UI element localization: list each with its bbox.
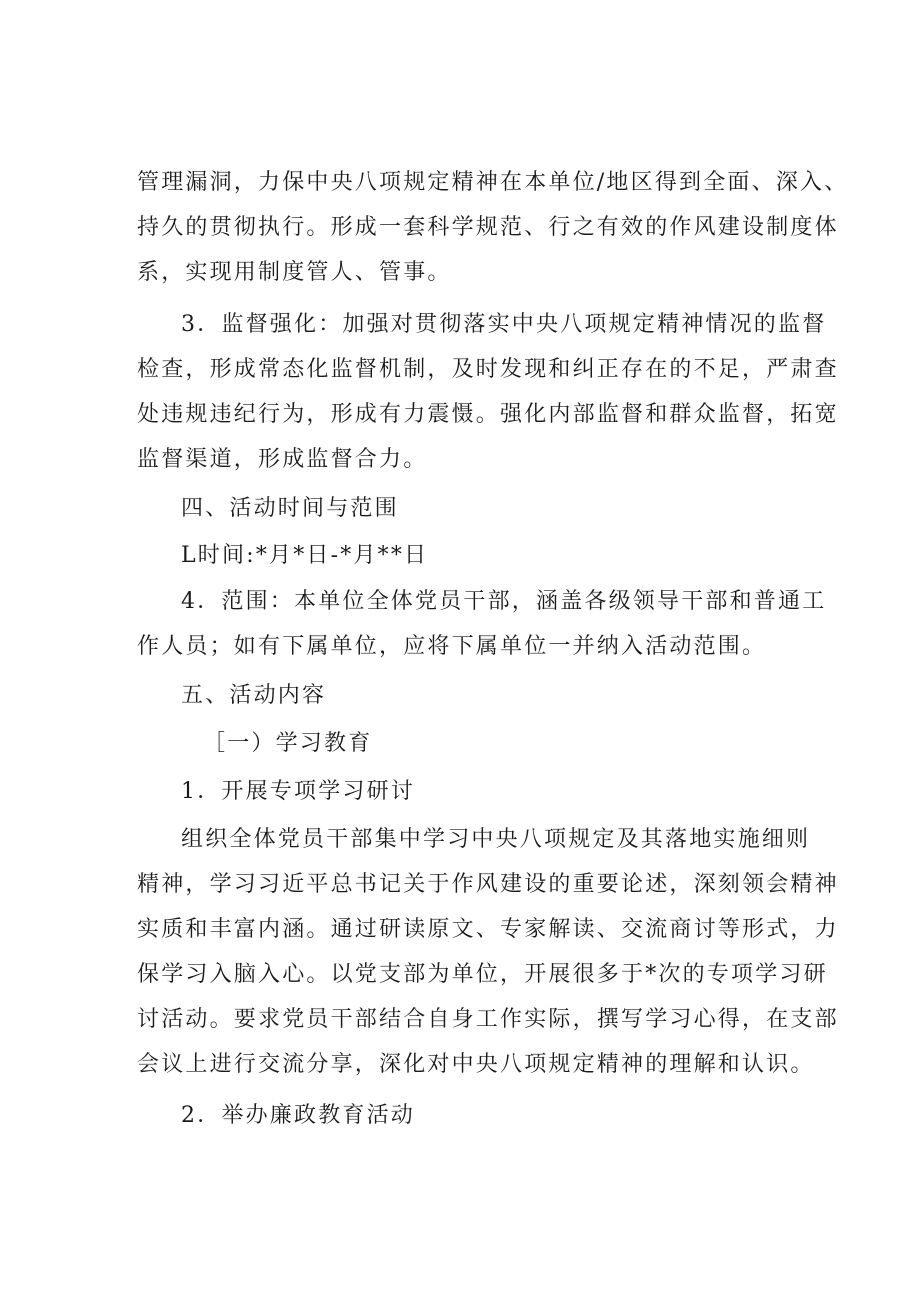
subsection-heading: ［一）学习教育: [203, 731, 373, 756]
list-item-3-line: 3．监督强化：加强对贯彻落实中央八项规定精神情况的监督: [181, 312, 827, 337]
list-item-4-line: 4．范围：本单位全体党员干部，涵盖各级领导干部和普通工: [181, 589, 827, 614]
section-heading: 四、活动时间与范围: [181, 496, 399, 521]
paragraph-line: 会议上进行交流分享，深化对中央八项规定精神的理解和认识。: [137, 1052, 815, 1077]
paragraph-line: 处违规违纪行为，形成有力震慑。强化内部监督和群众监督，拓宽: [137, 402, 839, 427]
paragraph-line: 持久的贯彻执行。形成一套科学规范、行之有效的作风建设制度体: [137, 215, 839, 240]
time-item: L时间:*月*日-*月**日: [181, 543, 429, 568]
paragraph-line: 组织全体党员干部集中学习中央八项规定及其落地实施细则: [181, 827, 811, 852]
paragraph-line: 检查，形成常态化监督机制，及时发现和纠正存在的不足，严肃查: [137, 357, 839, 382]
paragraph-line: 作人员；如有下属单位，应将下属单位一并纳入活动范围。: [137, 634, 767, 659]
list-item-1-heading: 1．开展专项学习研讨: [181, 779, 415, 804]
paragraph-line: 精神，学习习近平总书记关于作风建设的重要论述，深刻领会精神: [137, 872, 839, 897]
paragraph-line: 监督渠道，形成监督合力。: [137, 447, 428, 472]
paragraph-line: 系，实现用制度管人、管事。: [137, 260, 452, 285]
paragraph-line: 讨活动。要求党员干部结合自身工作实际，撰写学习心得，在支部: [137, 1007, 839, 1032]
paragraph-line: 实质和丰富内涵。通过研读原文、专家解读、交流商讨等形式，力: [137, 917, 839, 942]
section-heading: 五、活动内容: [181, 683, 327, 708]
list-item-2-heading: 2．举办廉政教育活动: [181, 1103, 415, 1128]
paragraph-line: 管理漏洞，力保中央八项规定精神在本单位/地区得到全面、深入、: [137, 170, 849, 195]
paragraph-line: 保学习入脑入心。以党支部为单位，开展很多于*次的专项学习研: [137, 962, 828, 987]
